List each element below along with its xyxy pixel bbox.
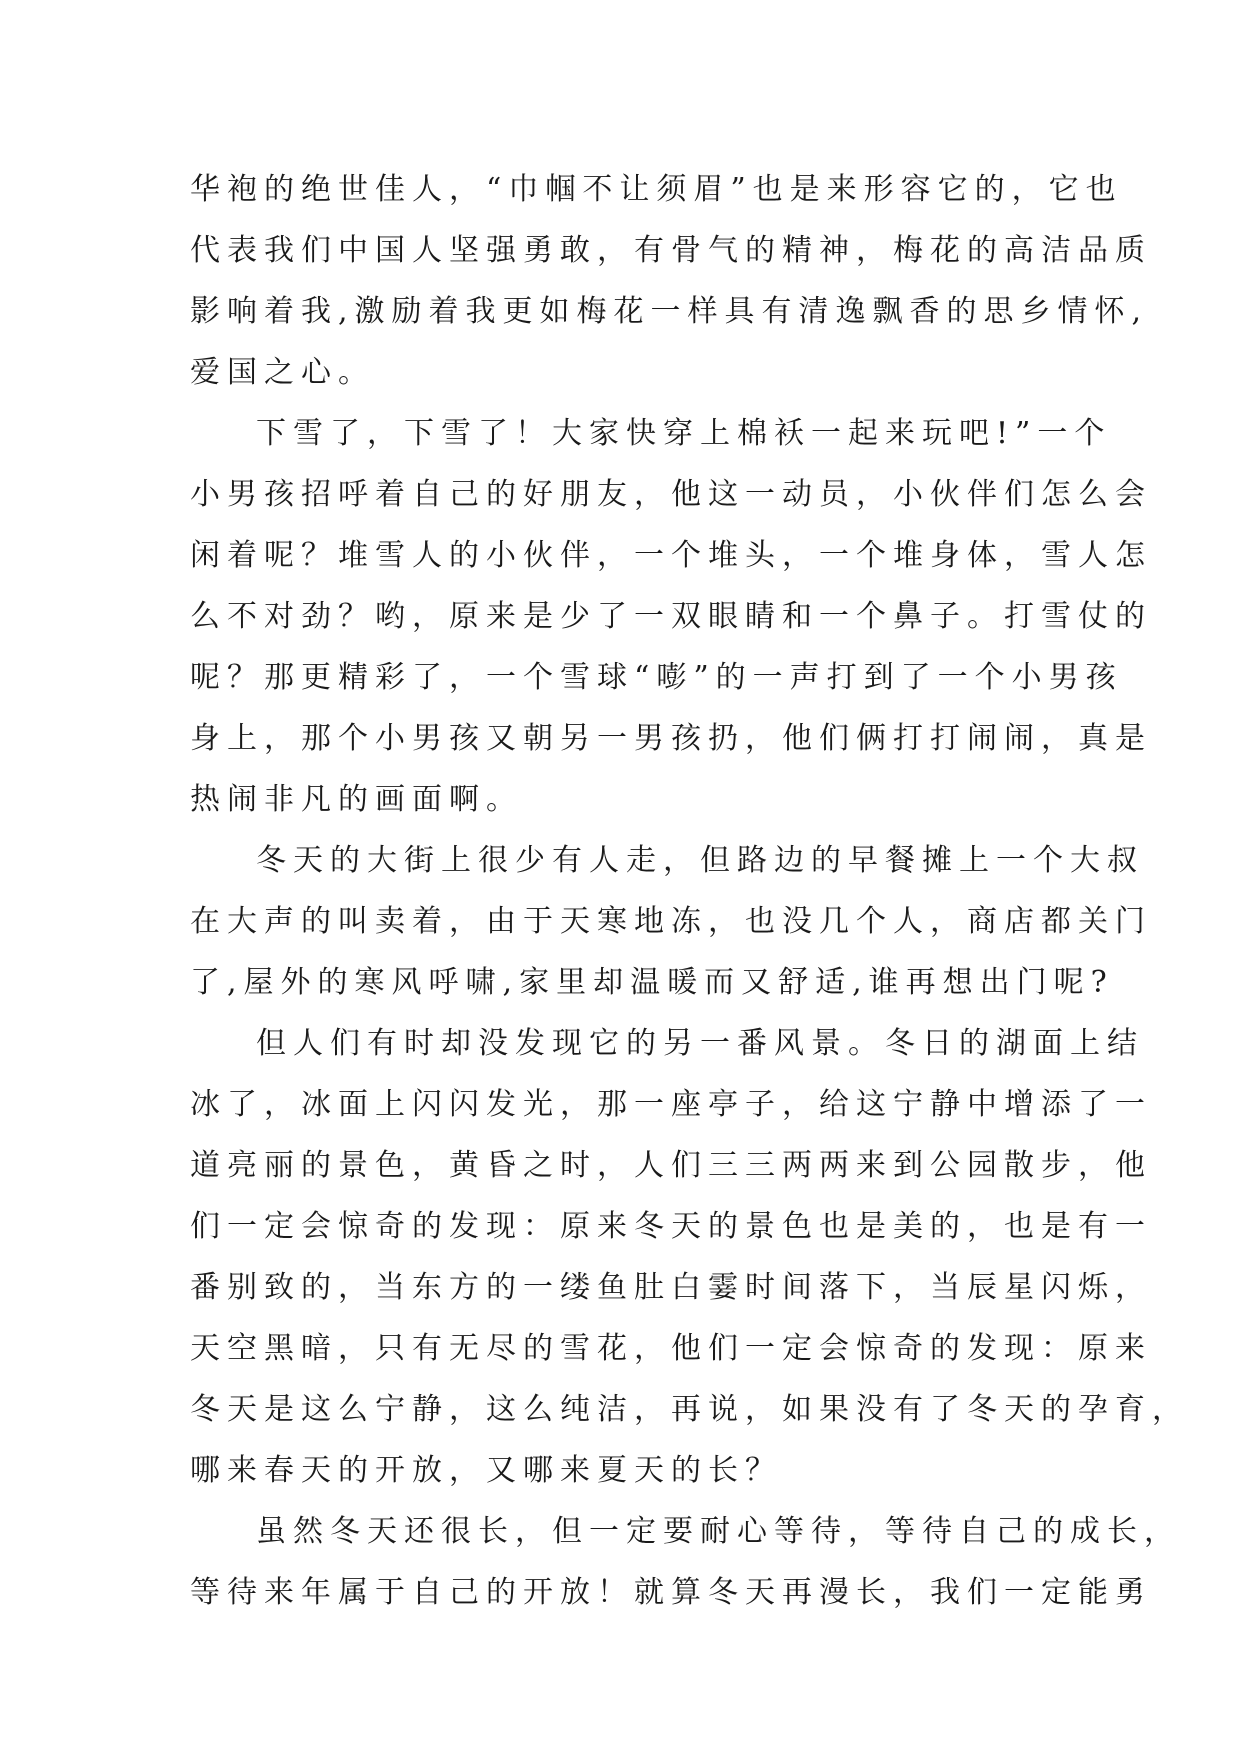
paragraph-first-line: 下雪了，下雪了！大家快穿上棉袄一起来玩吧!”一个 xyxy=(256,416,1112,451)
text-line: 么不对劲？哟，原来是少了一双眼睛和一个鼻子。打雪仗的 xyxy=(190,599,1152,634)
text-line: 番别致的，当东方的一缕鱼肚白霎时间落下，当辰星闪烁， xyxy=(190,1270,1152,1305)
text-line: 冬天是这么宁静，这么纯洁，再说，如果没有了冬天的孕育， xyxy=(190,1392,1189,1427)
text-line: 们一定会惊奇的发现：原来冬天的景色也是美的，也是有一 xyxy=(190,1209,1152,1244)
text-line: 影响着我,激励着我更如梅花一样具有清逸飘香的思乡情怀, xyxy=(190,294,1149,329)
text-line: 小男孩招呼着自己的好朋友，他这一动员，小伙伴们怎么会 xyxy=(190,477,1152,512)
text-line: 哪来春天的开放，又哪来夏天的长？ xyxy=(190,1453,782,1488)
text-line: 闲着呢？堆雪人的小伙伴，一个堆头，一个堆身体，雪人怎 xyxy=(190,538,1152,573)
text-line: 等待来年属于自己的开放！就算冬天再漫长，我们一定能勇 xyxy=(190,1575,1152,1610)
text-line: 华袍的绝世佳人，“巾帼不让须眉”也是来形容它的，它也 xyxy=(190,172,1123,207)
paragraph-first-line: 冬天的大街上很少有人走，但路边的早餐摊上一个大叔 xyxy=(256,843,1144,878)
text-line: 道亮丽的景色，黄昏之时，人们三三两两来到公园散步，他 xyxy=(190,1148,1152,1183)
paragraph-first-line: 虽然冬天还很长，但一定要耐心等待，等待自己的成长， xyxy=(256,1514,1181,1549)
text-line: 热闹非凡的画面啊。 xyxy=(190,782,523,817)
text-line: 呢？那更精彩了，一个雪球“嘭”的一声打到了一个小男孩 xyxy=(190,660,1123,695)
text-line: 在大声的叫卖着，由于天寒地冻，也没几个人，商店都关门 xyxy=(190,904,1152,939)
text-line: 了,屋外的寒风呼啸,家里却温暖而又舒适,谁再想出门呢? xyxy=(190,965,1114,1000)
paragraph-first-line: 但人们有时却没发现它的另一番风景。冬日的湖面上结 xyxy=(256,1026,1144,1061)
text-line: 身上，那个小男孩又朝另一男孩扔，他们俩打打闹闹，真是 xyxy=(190,721,1152,756)
text-line: 代表我们中国人坚强勇敢，有骨气的精神，梅花的高洁品质 xyxy=(190,233,1152,268)
text-line: 天空黑暗，只有无尽的雪花，他们一定会惊奇的发现：原来 xyxy=(190,1331,1152,1366)
text-line: 冰了，冰面上闪闪发光，那一座亭子，给这宁静中增添了一 xyxy=(190,1087,1152,1122)
text-line: 爱国之心。 xyxy=(190,355,375,390)
